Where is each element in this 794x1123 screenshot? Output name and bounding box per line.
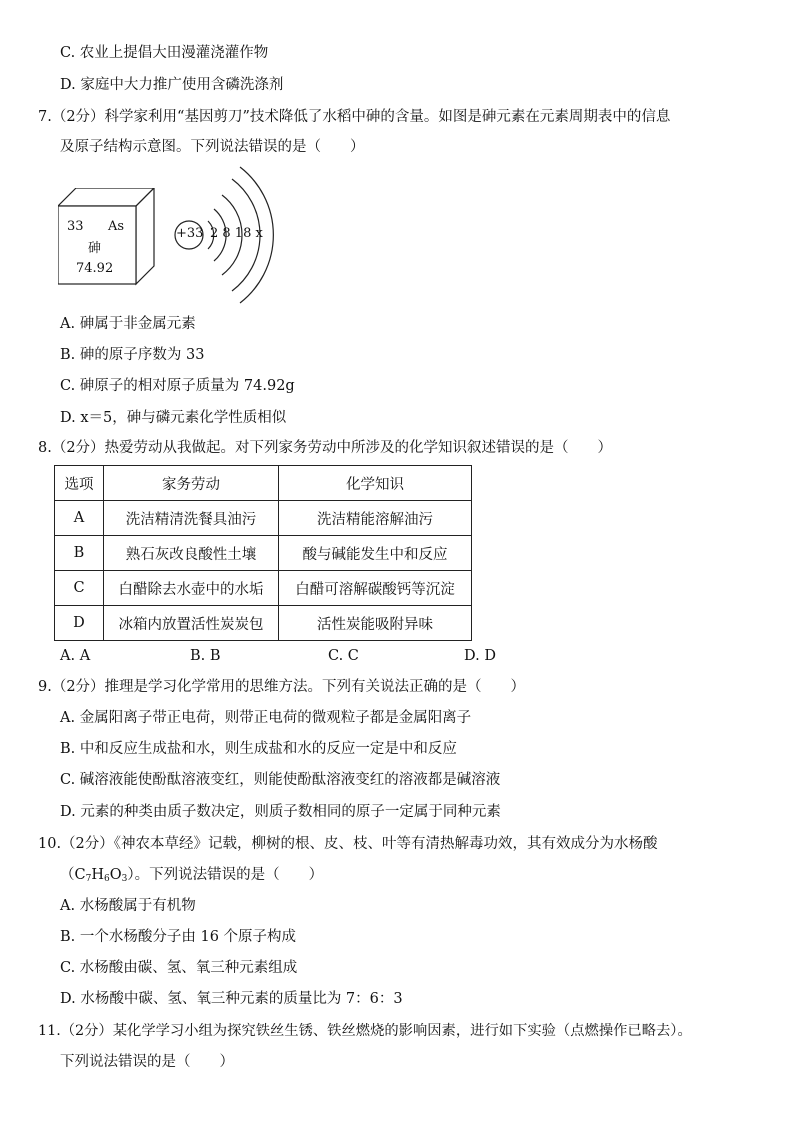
option-c: C. 农业上提倡大田漫灌浇灌作物 [60,45,269,61]
table-row [55,536,472,571]
question-10-option-c: C. 水杨酸由碳、氢、氧三种元素组成 [60,960,298,976]
table-cell: C [55,571,104,606]
question-7-option-d: D. x＝5，砷与磷元素化学性质相似 [60,410,287,426]
option-d: D. 家庭中大力推广使用含磷洗涤剂 [60,77,284,93]
table-cell: 洗洁精能溶解油污 [279,501,472,536]
formula-open: （C [60,867,86,883]
question-7-stem-cont: 及原子结构示意图。下列说法错误的是（ ） [60,139,365,155]
formula-h-count: 6 [104,874,110,884]
formula-h: H [91,867,104,883]
table-cell: 活性炭能吸附异味 [279,606,472,641]
question-8-option-b: B. B [190,648,221,664]
atomic-number: 33 [67,219,84,234]
atomic-mass: 74.92 [76,261,114,276]
table-cell: B [55,536,104,571]
question-9-stem: 9.（2分）推理是学习化学常用的思维方法。下列有关说法正确的是（ ） [38,679,526,695]
question-7-option-a: A. 砷属于非金属元素 [60,316,196,332]
question-8-table [54,465,472,641]
table-cell: 白醋除去水壶中的水垢 [104,571,279,606]
question-7-option-c: C. 砷原子的相对原子质量为 74.92g [60,378,295,394]
table-header: 选项 [55,466,104,501]
element-symbol: As [108,219,125,234]
formula-c-count: 7 [85,874,92,884]
question-9-option-c: C. 碱溶液能使酚酞溶液变红，则能使酚酞溶液变红的溶液都是碱溶液 [60,772,501,788]
table-header: 家务劳动 [104,466,279,501]
electron-shell-counts: 2 8 18 x [210,226,263,241]
question-8-option-d: D. D [464,648,496,664]
table-header: 化学知识 [279,466,472,501]
question-10-stem: 10.（2分）《神农本草经》记载，柳树的根、皮、枝、叶等有清热解毒功效，其有效成分为水杨酸 [38,836,658,852]
table-cell: D [55,606,104,641]
element-name: 砷 [88,241,102,256]
question-8-option-a: A. A [60,648,91,664]
table-row [55,501,472,536]
question-8-stem: 8.（2分）热爱劳动从我做起。对下列家务劳动中所涉及的化学知识叙述错误的是（ ） [38,440,613,456]
table-cell: 冰箱内放置活性炭炭包 [104,606,279,641]
table-cell: 白醋可溶解碳酸钙等沉淀 [279,571,472,606]
question-10-stem-cont [60,865,323,889]
table-row [55,571,472,606]
question-7-stem: 7.（2分）科学家利用“基因剪刀”技术降低了水稻中砷的含量。如图是砷元素在元素周期表中的信息 [38,109,671,125]
question-10-option-b: B. 一个水杨酸分子由 16 个原子构成 [60,929,297,945]
question-10-stem-tail: ）。下列说法错误的是（ ） [127,867,324,883]
formula-o: O [109,867,122,883]
question-9-option-d: D. 元素的种类由质子数决定，则质子数相同的原子一定属于同种元素 [60,804,501,820]
question-8-option-c: C. C [328,648,359,664]
table-row [55,606,472,641]
question-9-option-b: B. 中和反应生成盐和水，则生成盐和水的反应一定是中和反应 [60,741,457,757]
periodic-table-cell [58,188,150,285]
table-cell: 洗洁精清洗餐具油污 [104,501,279,536]
question-11-stem-cont: 下列说法错误的是（ ） [60,1054,234,1070]
question-10-option-a: A. 水杨酸属于有机物 [60,898,196,914]
atom-structure-diagram [172,165,282,305]
table-cell: 熟石灰改良酸性土壤 [104,536,279,571]
table-header-row [55,466,472,501]
question-11-stem: 11.（2分）某化学学习小组为探究铁丝生锈、铁丝燃烧的影响因素，进行如下实验（点燃操作已略去）。 [38,1023,692,1039]
question-9-option-a: A. 金属阳离子带正电荷，则带正电荷的微观粒子都是金属阳离子 [60,710,472,726]
table-cell: 酸与碱能发生中和反应 [279,536,472,571]
formula-o-count: 3 [121,874,128,884]
question-10-option-d: D. 水杨酸中碳、氢、氧三种元素的质量比为 7：6：3 [60,991,403,1007]
table-cell: A [55,501,104,536]
nucleus-charge: +33 [176,226,204,241]
question-7-option-b: B. 砷的原子序数为 33 [60,347,205,363]
